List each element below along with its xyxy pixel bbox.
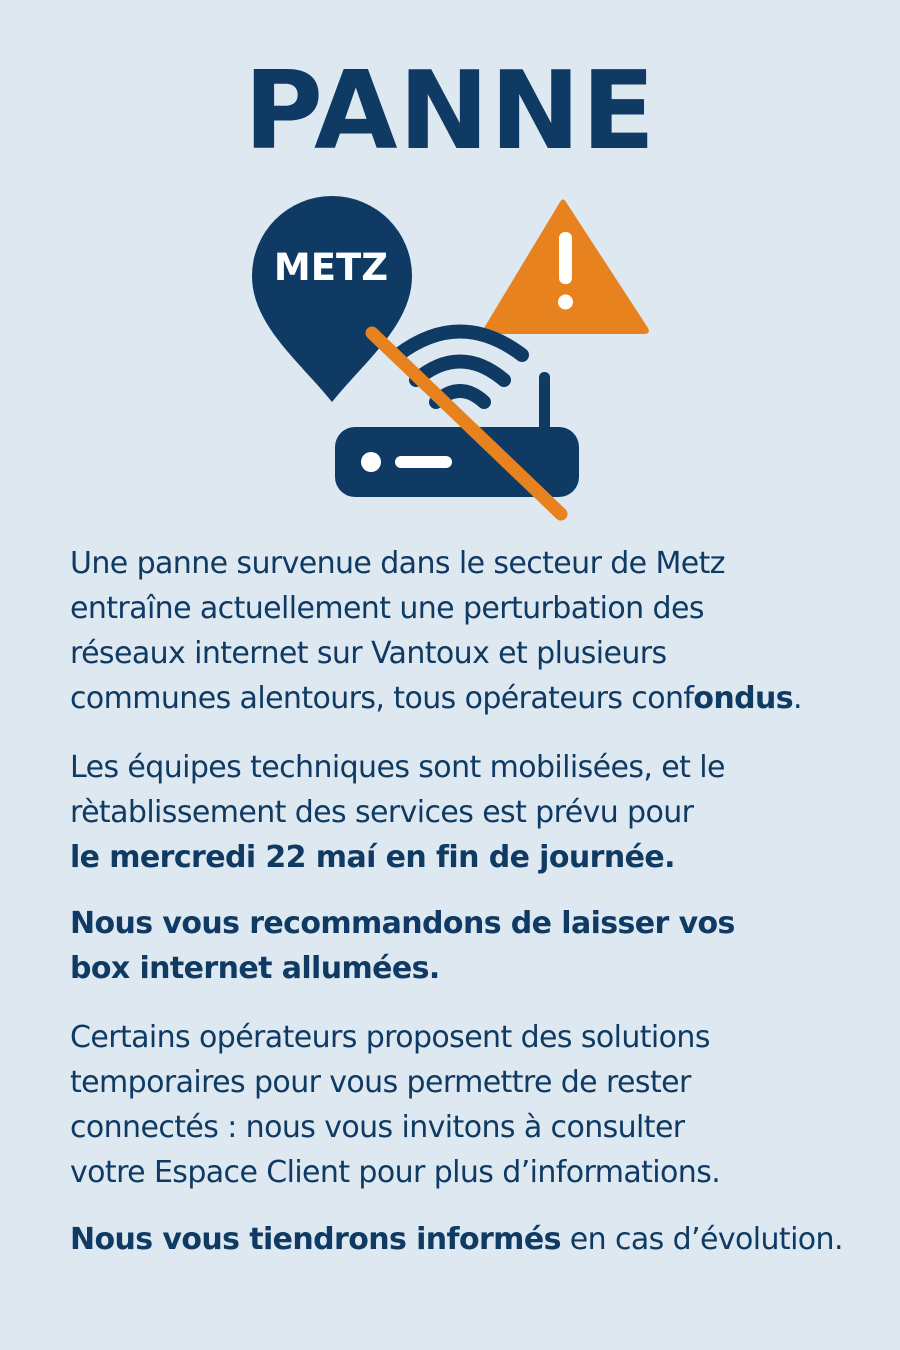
paragraph-follow-up <box>70 1217 870 1262</box>
paragraph-bold-text: Nous vous tiendrons informés <box>70 1222 561 1257</box>
paragraph-text: en cas d’évolution. <box>560 1222 843 1257</box>
paragraph-line: votre Espace Client pour plus d’informations. <box>70 1155 721 1190</box>
paragraph-line: rètablissement des services est prévu pour <box>70 795 694 830</box>
page-title: PANNE <box>243 49 657 174</box>
restoration-date: le mercredi 22 maí en fin de journée. <box>70 840 675 875</box>
paragraph-outage-description <box>70 541 870 721</box>
paragraph-line: réseaux internet sur Vantoux et plusieurs <box>70 636 667 671</box>
paragraph-line: Nous vous recommandons de laisser vos <box>70 906 735 941</box>
paragraph-line: Certains opérateurs proposent des solutions <box>70 1020 710 1055</box>
paragraph-line: temporaires pour vous permettre de rester <box>70 1065 691 1100</box>
paragraph-bold-text: ondus <box>693 681 794 716</box>
paragraph-line: Les équipes techniques sont mobilisées, et le <box>70 750 725 785</box>
paragraph-operators <box>70 1015 870 1195</box>
paragraph-restoration <box>70 745 870 880</box>
paragraph-line: box internet allumées. <box>70 951 440 986</box>
paragraph-recommendation <box>70 901 870 991</box>
paragraph-line: connectés : nous vous invitons à consulter <box>70 1110 685 1145</box>
outage-illustration <box>0 180 900 525</box>
map-pin-icon <box>252 196 412 402</box>
warning-triangle-icon <box>483 200 649 335</box>
paragraph-line: entraîne actuellement une perturbation des <box>70 591 704 626</box>
pin-label: METZ <box>273 246 389 289</box>
paragraph-line <box>70 676 870 721</box>
paragraph-text: communes alentours, tous opérateurs conf <box>70 681 694 716</box>
paragraph-line <box>70 1217 870 1262</box>
paragraph-text: . <box>793 681 802 716</box>
paragraph-line: Une panne survenue dans le secteur de Metz <box>70 546 725 581</box>
